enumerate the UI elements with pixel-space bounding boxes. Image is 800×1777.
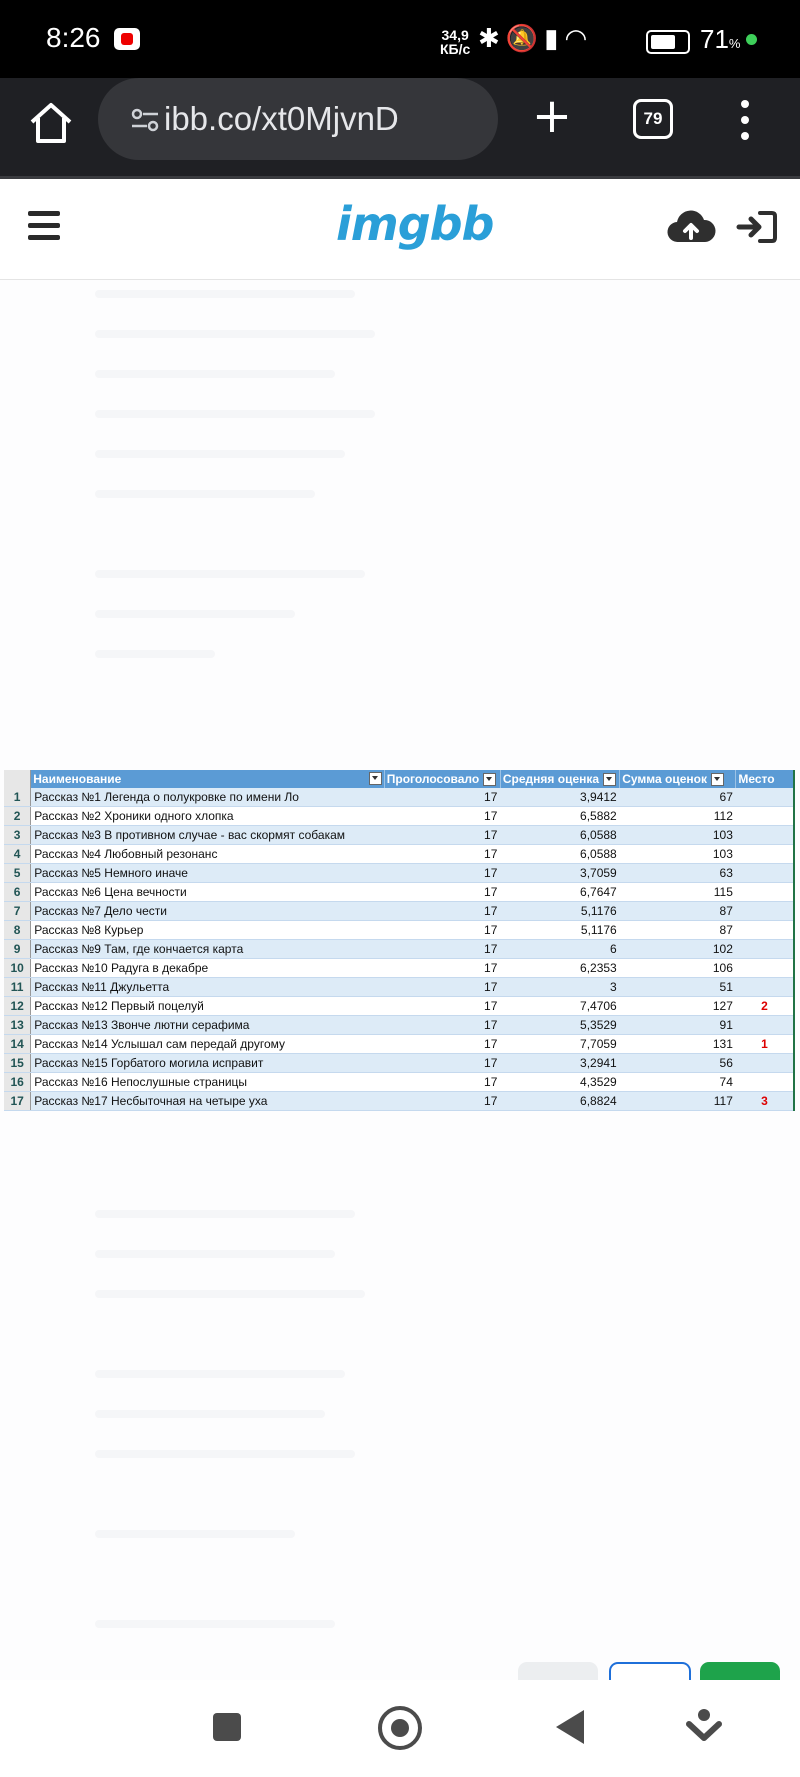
table-cell: 6,8824 <box>500 1092 619 1111</box>
home-button[interactable] <box>378 1706 422 1750</box>
table-row <box>4 1016 794 1035</box>
table-cell: 6 <box>500 940 619 959</box>
table-cell <box>736 1016 794 1035</box>
table-row <box>4 826 794 845</box>
table-cell <box>736 826 794 845</box>
table-cell: 127 <box>620 997 736 1016</box>
table-cell: Рассказ №5 Немного иначе <box>31 864 384 883</box>
table-cell: 17 <box>384 940 500 959</box>
hamburger-menu-icon[interactable] <box>28 211 60 241</box>
table-cell: 91 <box>620 1016 736 1035</box>
table-row <box>4 1054 794 1073</box>
table-cell: 3 <box>736 1092 794 1111</box>
battery-icon <box>646 30 690 54</box>
filter-dropdown-icon <box>711 773 724 786</box>
row-number: 17 <box>4 1092 31 1111</box>
filter-dropdown-icon <box>483 773 496 786</box>
table-cell: 17 <box>384 1073 500 1092</box>
table-cell: Рассказ №16 Непослушные страницы <box>31 1073 384 1092</box>
table-cell: 17 <box>384 1016 500 1035</box>
cloud-upload-icon[interactable] <box>666 209 716 245</box>
table-cell: 3,7059 <box>500 864 619 883</box>
outline-button[interactable] <box>609 1662 691 1680</box>
wifi-icon: ◠ <box>564 24 594 54</box>
table-cell: 7,7059 <box>500 1035 619 1054</box>
row-number: 15 <box>4 1054 31 1073</box>
sign-in-icon[interactable] <box>736 209 778 245</box>
row-number: 7 <box>4 902 31 921</box>
hide-keyboard-icon[interactable] <box>686 1706 722 1746</box>
table-cell: 5,1176 <box>500 921 619 940</box>
system-navigation-bar <box>0 1680 800 1777</box>
row-number: 4 <box>4 845 31 864</box>
table-cell: 87 <box>620 921 736 940</box>
row-number-header <box>4 770 31 788</box>
table-cell: 17 <box>384 1054 500 1073</box>
table-cell: 3 <box>500 978 619 997</box>
site-logo[interactable]: imgbb <box>336 197 494 251</box>
table-cell: Рассказ №6 Цена вечности <box>31 883 384 902</box>
filter-dropdown-icon <box>603 773 616 786</box>
home-icon[interactable] <box>24 96 78 150</box>
table-cell: 17 <box>384 807 500 826</box>
column-header-name: Наименование <box>31 770 384 788</box>
site-header <box>0 179 800 280</box>
filter-dropdown-icon <box>369 772 382 785</box>
bluetooth-icon: ✱ <box>478 24 506 54</box>
table-cell: 56 <box>620 1054 736 1073</box>
table-cell: Рассказ №8 Курьер <box>31 921 384 940</box>
table-cell: Рассказ №15 Горбатого могила исправит <box>31 1054 384 1073</box>
recents-button[interactable] <box>213 1713 241 1741</box>
row-number: 16 <box>4 1073 31 1092</box>
mute-icon: 🔕 <box>505 24 545 54</box>
table-cell <box>736 883 794 902</box>
url-text[interactable]: ibb.co/xt0MjvnD <box>164 100 399 137</box>
table-cell: Рассказ №10 Радуга в декабре <box>31 959 384 978</box>
table-cell: 3,9412 <box>500 788 619 807</box>
table-cell: 63 <box>620 864 736 883</box>
table-cell: Рассказ №14 Услышал сам передай другому <box>31 1035 384 1054</box>
table-cell: 17 <box>384 997 500 1016</box>
table-row <box>4 959 794 978</box>
table-cell <box>736 902 794 921</box>
table-row <box>4 1092 794 1111</box>
sheet-header-row <box>4 770 794 788</box>
table-cell: Рассказ №12 Первый поцелуй <box>31 997 384 1016</box>
row-number: 12 <box>4 997 31 1016</box>
table-row <box>4 921 794 940</box>
row-number: 11 <box>4 978 31 997</box>
clock: 8:26 <box>46 22 101 53</box>
table-cell: 6,7647 <box>500 883 619 902</box>
browser-toolbar <box>0 78 800 178</box>
column-header-sum: Сумма оценок <box>620 770 736 788</box>
table-cell: 4,3529 <box>500 1073 619 1092</box>
table-cell: Рассказ №4 Любовный резонанс <box>31 845 384 864</box>
table-cell <box>736 959 794 978</box>
table-cell: 17 <box>384 845 500 864</box>
table-cell: Рассказ №1 Легенда о полукровке по имени Ло <box>31 788 384 807</box>
table-cell <box>736 1054 794 1073</box>
new-tab-button[interactable]: + <box>531 88 573 144</box>
table-cell: 115 <box>620 883 736 902</box>
table-row <box>4 845 794 864</box>
table-cell: 17 <box>384 864 500 883</box>
row-number: 2 <box>4 807 31 826</box>
table-cell: 2 <box>736 997 794 1016</box>
table-cell: 5,1176 <box>500 902 619 921</box>
secondary-button[interactable] <box>518 1662 598 1680</box>
table-cell: 3,2941 <box>500 1054 619 1073</box>
row-number: 10 <box>4 959 31 978</box>
tab-switcher-button[interactable]: 79 <box>633 99 673 139</box>
privacy-indicator-dot <box>746 34 757 45</box>
row-number: 3 <box>4 826 31 845</box>
row-number: 6 <box>4 883 31 902</box>
table-cell: 5,3529 <box>500 1016 619 1035</box>
table-cell <box>736 940 794 959</box>
spreadsheet-image <box>4 770 795 1111</box>
column-header-place: Место <box>736 770 794 788</box>
table-cell: 51 <box>620 978 736 997</box>
table-row <box>4 1035 794 1054</box>
back-button[interactable] <box>556 1710 584 1744</box>
table-cell: 17 <box>384 826 500 845</box>
table-cell: 6,2353 <box>500 959 619 978</box>
table-cell: 17 <box>384 1092 500 1111</box>
table-cell <box>736 1073 794 1092</box>
table-cell: 67 <box>620 788 736 807</box>
table-cell: 103 <box>620 826 736 845</box>
table-cell: Рассказ №3 В противном случае - вас скормят собакам <box>31 826 384 845</box>
table-row <box>4 807 794 826</box>
table-cell: 74 <box>620 1073 736 1092</box>
table-cell <box>736 978 794 997</box>
row-number: 13 <box>4 1016 31 1035</box>
table-cell: 6,5882 <box>500 807 619 826</box>
table-cell: 87 <box>620 902 736 921</box>
table-cell: 112 <box>620 807 736 826</box>
table-cell: 6,0588 <box>500 826 619 845</box>
table-row <box>4 788 794 807</box>
table-row <box>4 940 794 959</box>
table-cell: Рассказ №2 Хроники одного хлопка <box>31 807 384 826</box>
row-number: 9 <box>4 940 31 959</box>
table-cell: Рассказ №13 Звонче лютни серафима <box>31 1016 384 1035</box>
table-row <box>4 864 794 883</box>
table-cell: 17 <box>384 1035 500 1054</box>
table-cell: 106 <box>620 959 736 978</box>
row-number: 14 <box>4 1035 31 1054</box>
signal-icon: ▮ <box>544 24 565 54</box>
row-number: 1 <box>4 788 31 807</box>
table-cell: Рассказ №7 Дело чести <box>31 902 384 921</box>
table-cell: 17 <box>384 959 500 978</box>
table-cell: 17 <box>384 883 500 902</box>
battery-level: 71% <box>700 24 741 54</box>
table-cell: 6,0588 <box>500 845 619 864</box>
table-cell: Рассказ №9 Там, где кончается карта <box>31 940 384 959</box>
status-bar <box>0 0 800 78</box>
table-row <box>4 997 794 1016</box>
column-header-votes: Проголосовало <box>384 770 500 788</box>
status-icons <box>478 24 593 54</box>
table-cell: 102 <box>620 940 736 959</box>
table-cell: 7,4706 <box>500 997 619 1016</box>
table-cell: 1 <box>736 1035 794 1054</box>
primary-button[interactable] <box>700 1662 780 1680</box>
row-number: 5 <box>4 864 31 883</box>
table-cell <box>736 807 794 826</box>
table-cell: 17 <box>384 788 500 807</box>
table-cell <box>736 788 794 807</box>
column-header-average: Средняя оценка <box>500 770 619 788</box>
row-number: 8 <box>4 921 31 940</box>
address-bar[interactable] <box>98 78 498 160</box>
table-cell <box>736 921 794 940</box>
table-cell: 17 <box>384 978 500 997</box>
youtube-notification-icon <box>114 28 140 50</box>
browser-menu-icon[interactable] <box>740 100 750 144</box>
table-cell: 17 <box>384 902 500 921</box>
table-cell: 103 <box>620 845 736 864</box>
table-row <box>4 883 794 902</box>
table-cell: 131 <box>620 1035 736 1054</box>
site-settings-icon[interactable] <box>130 108 160 132</box>
table-cell <box>736 845 794 864</box>
table-cell: Рассказ №11 Джульетта <box>31 978 384 997</box>
table-cell: Рассказ №17 Несбыточная на четыре уха <box>31 1092 384 1111</box>
table-cell: 17 <box>384 921 500 940</box>
network-speed: 34,9 КБ/с <box>440 27 471 57</box>
table-cell: 117 <box>620 1092 736 1111</box>
table-cell <box>736 864 794 883</box>
table-row <box>4 902 794 921</box>
table-row <box>4 1073 794 1092</box>
table-row <box>4 978 794 997</box>
